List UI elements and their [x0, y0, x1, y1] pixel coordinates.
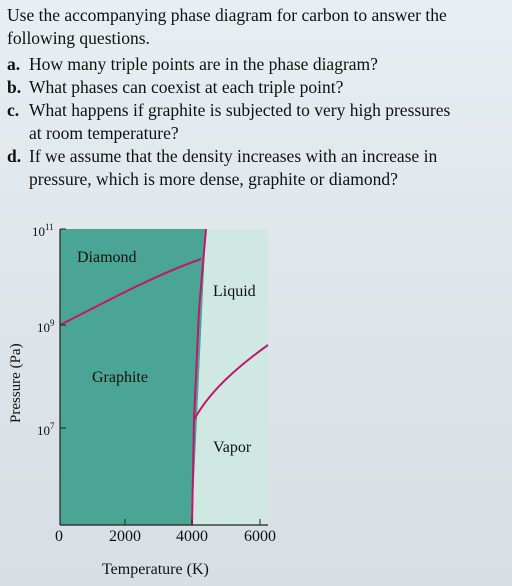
question-b: [7, 76, 507, 99]
y-tick-label: $10^{11}$: [32, 222, 54, 239]
question-label: a.: [7, 54, 21, 74]
question-text-line2: pressure, which is more dense, graphite or diamond?: [29, 169, 398, 189]
region-label-graphite: Graphite: [92, 369, 148, 386]
question-text-line2: at room temperature?: [29, 123, 179, 143]
question-text: How many triple points are in the phase diagram?: [29, 54, 378, 74]
region-label-vapor: Vapor: [213, 439, 252, 456]
y-axis-label: Pressure (Pa): [8, 343, 24, 423]
y-tick-label: $10^9$: [37, 318, 55, 335]
question-text-line1: If we assume that the density increases with an increase in: [29, 146, 438, 166]
question-text: What phases can coexist at each triple point?: [29, 77, 344, 97]
question-d: [7, 145, 507, 191]
x-axis-label: Temperature (K): [102, 561, 209, 578]
phase-diagram-figure: [0, 215, 512, 586]
x-tick-label: 4000: [176, 528, 208, 545]
y-tick-label: $10^7$: [37, 421, 55, 438]
question-c: [7, 99, 507, 145]
x-tick-label: 6000: [244, 528, 276, 545]
x-tick-label: 2000: [109, 528, 141, 545]
region-label-liquid: Liquid: [213, 283, 256, 300]
region-label-diamond: Diamond: [77, 249, 137, 266]
question-text-line1: What happens if graphite is subjected to very high pressures: [29, 100, 451, 120]
question-label: b.: [7, 77, 22, 97]
question-label: d.: [7, 146, 22, 166]
intro-text: Use the accompanying phase diagram for carbon to answer the following questions.: [7, 5, 447, 48]
question-a: [7, 53, 507, 76]
question-label: c.: [7, 100, 20, 120]
x-tick-label: 0: [55, 528, 63, 545]
